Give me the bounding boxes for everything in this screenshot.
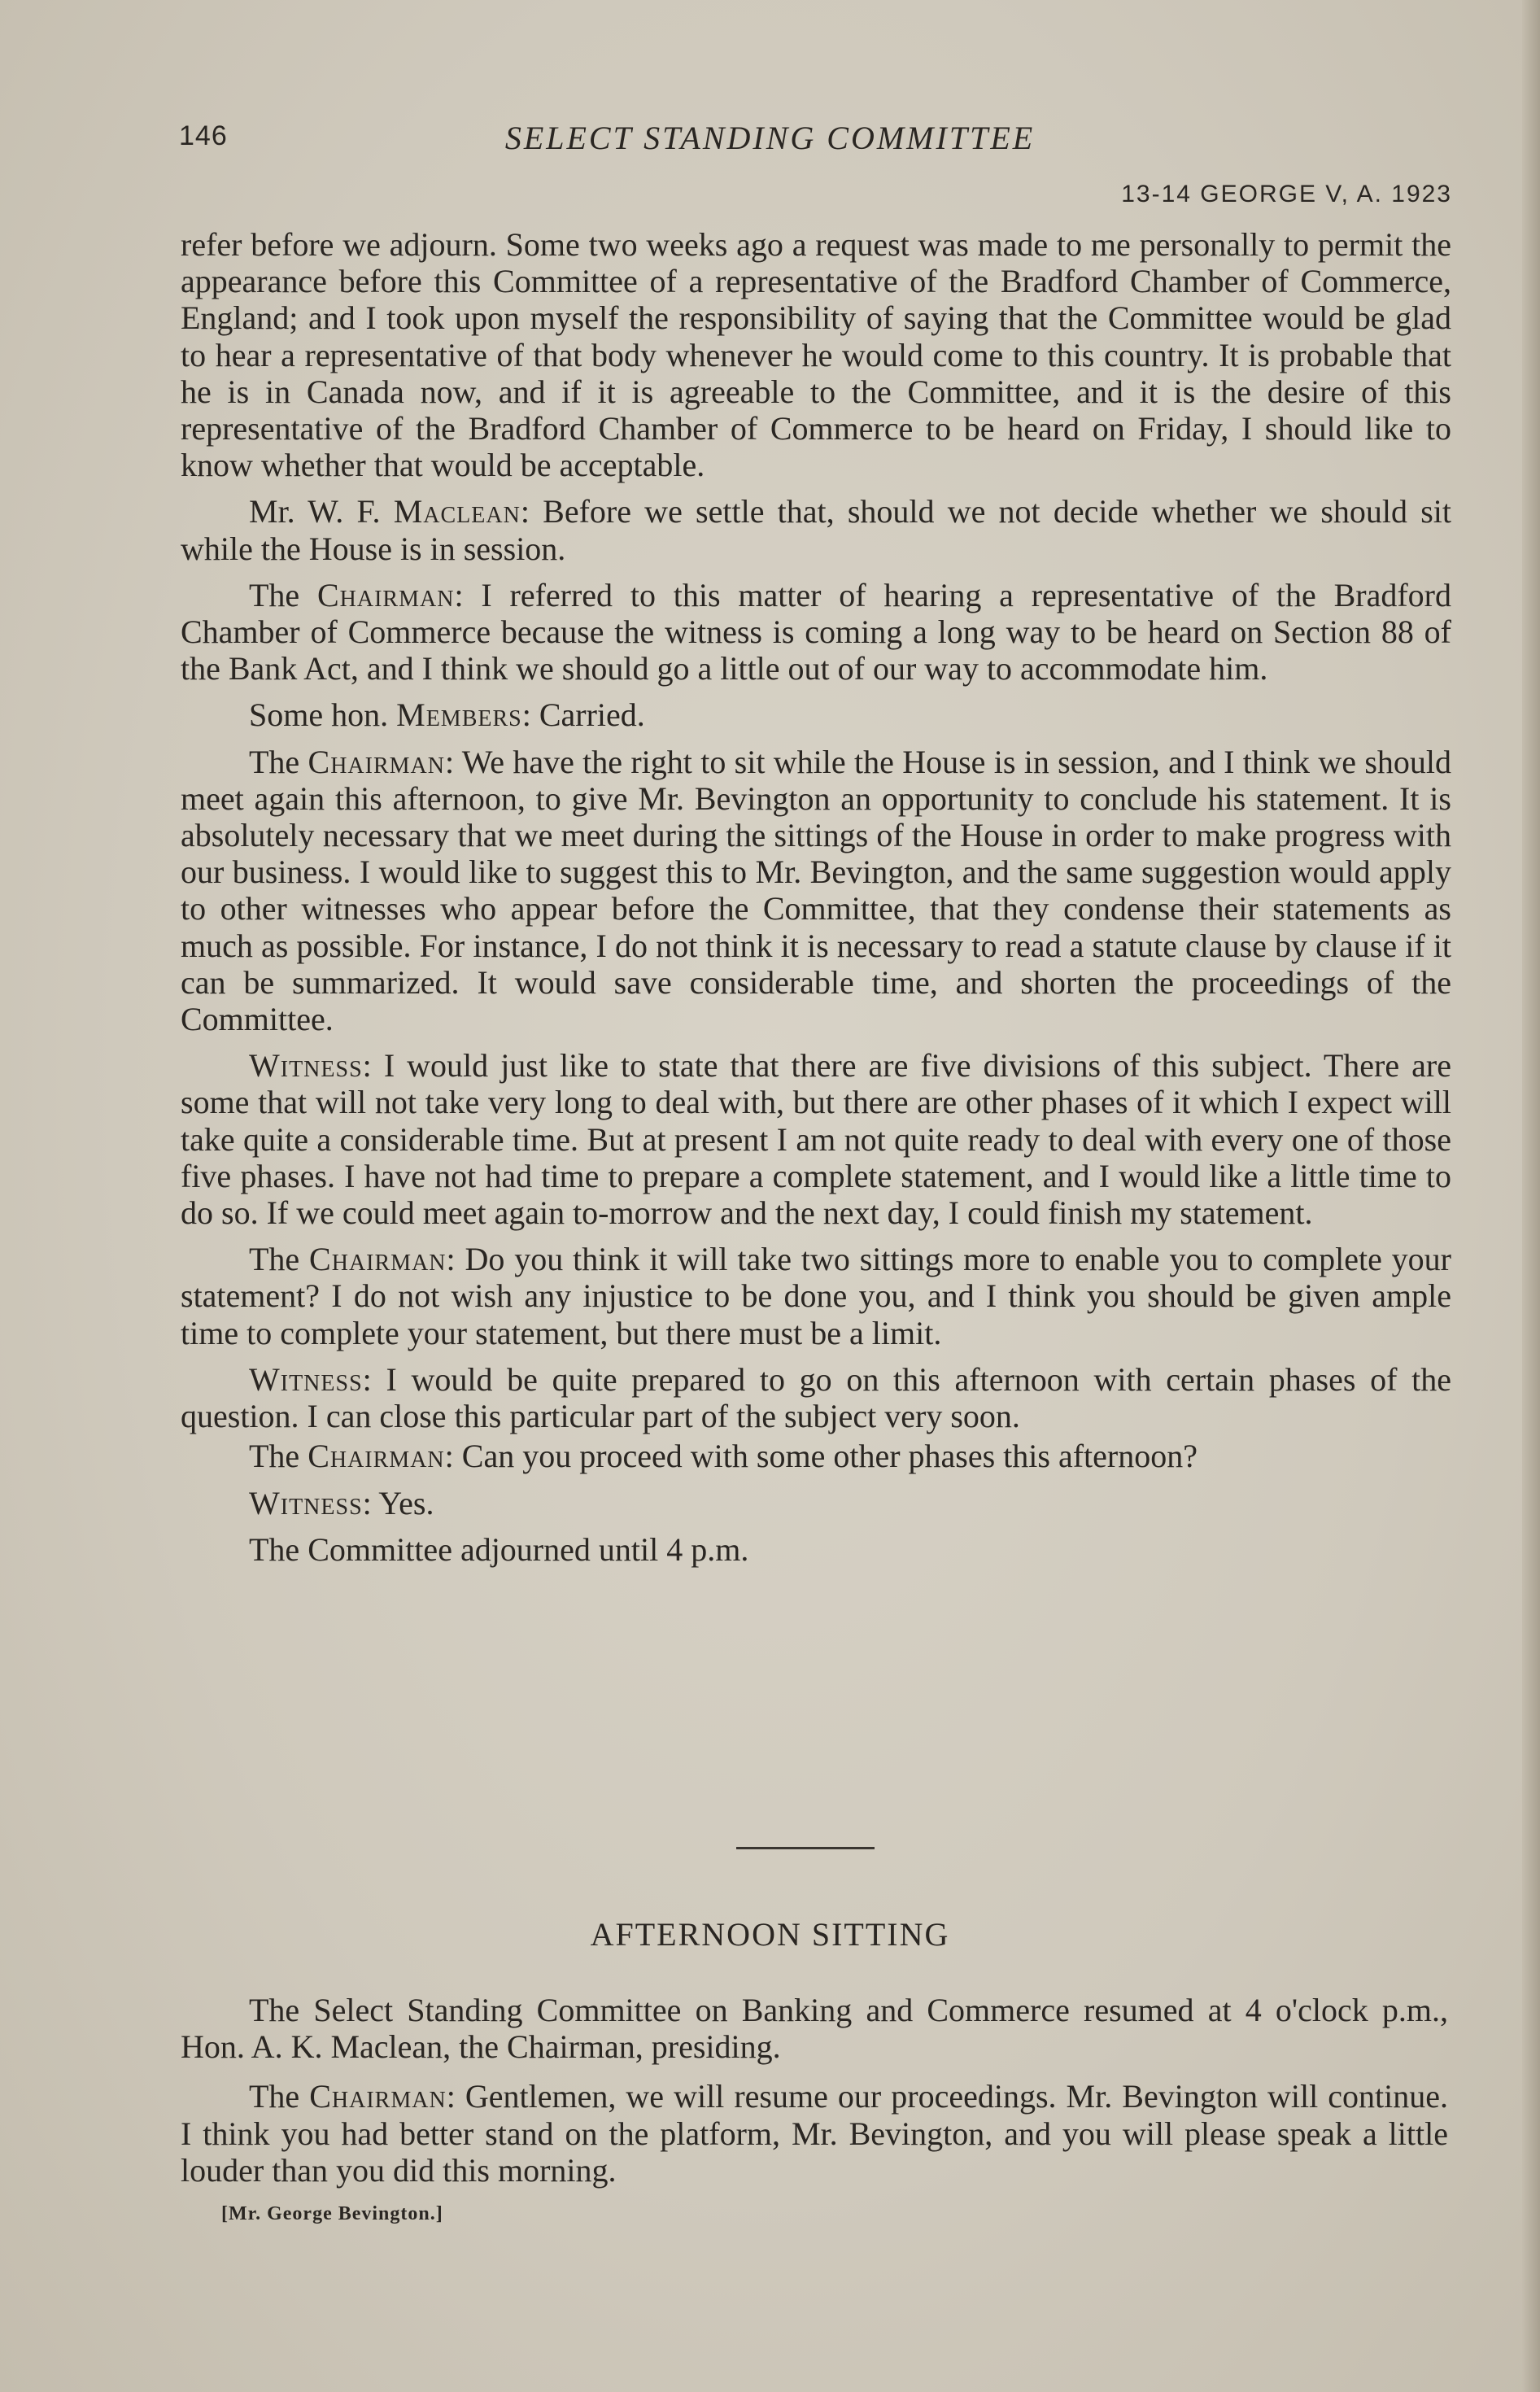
speaker-prefix: The — [249, 2078, 310, 2115]
speaker-name: Chairman — [308, 743, 445, 780]
footer-speaker-note: [Mr. George Bevington.] — [221, 2203, 443, 2224]
paragraph-text: The Select Standing Committee on Banking and Commerce resumed at 4 o'clock p.m., Hon. A. K. Maclean, the Chairman, presiding. — [181, 1992, 1448, 2066]
paragraph-text: I referred to this matter of hearing a representative of the Bradford Chamber of Commerce because the witness is coming a long way to be heard on Section 88 of the Bank Act, and I think we should go a little out of our way to accommodate him. — [181, 576, 1451, 687]
paragraph-text: Do you think it will take two sittings more to enable you to complete your statement? I do not wish any injustice to be done you, and I think you should be given ample time to complete your statement, but there must be a limit. — [181, 1241, 1452, 1351]
speaker-prefix: Some hon. — [249, 696, 397, 734]
paragraph-10: Witness: Yes. — [249, 1484, 434, 1521]
speaker-name: Witness — [249, 1047, 363, 1085]
speaker-name: Chairman — [309, 2078, 447, 2115]
speaker-name: Witness — [249, 1484, 363, 1521]
speaker-prefix: The — [249, 743, 308, 780]
paragraph-text: Carried. — [539, 696, 645, 734]
session-label: 13-14 GEORGE V, A. 1923 — [1121, 181, 1452, 207]
afternoon-paragraph-1 — [181, 1992, 1448, 2065]
paragraph-11 — [181, 1531, 1451, 1568]
proceedings-text — [181, 226, 1451, 1578]
paragraph-1 — [181, 226, 1451, 483]
page-number: 146 — [179, 120, 228, 151]
paragraph-9: The Chairman: Can you proceed with some other phases this afternoon? — [249, 1438, 1198, 1475]
speaker-name: Maclean — [393, 493, 521, 530]
speaker-name: Members — [396, 696, 522, 734]
paragraph-7: The Chairman: Do you think it will take two sittings more to enable you to complete your statement? I do not wish any injustice to be done you, and I think you should be given ample time to complete your statement, but there must be a limit. — [181, 1241, 1452, 1351]
afternoon-text — [181, 1992, 1448, 2202]
section-title: AFTERNOON SITTING — [590, 1916, 950, 1953]
speaker-prefix: The — [249, 576, 317, 613]
paragraph-text: Gentlemen, we will resume our proceedings. Mr. Bevington will continue. I think you had better stand on the platform, Mr. Bevington, and you will please speak a little louder than you did this morning. — [181, 2078, 1448, 2189]
paragraph-text: Yes. — [378, 1484, 434, 1521]
speaker-name: Chairman — [316, 576, 455, 613]
paragraph-text: refer before we adjourn. Some two weeks ago a request was made to me personally to permit the appearance before this Committee of a representative of the Bradford Chamber of Commerce, England; and I took upon myself the responsibility of saying that the Committee would be glad to hear a representative of that body whenever he would come to this country. It is probable that he is in Canada now, and if it is agreeable to the Committee, and it is the desire of this representative of the Bradford Chamber of Commerce to be heard on Friday, I should like to know whether that would be acceptable. — [181, 226, 1451, 484]
page-edge — [1522, 0, 1540, 2392]
speaker-prefix: The — [249, 1438, 308, 1475]
paragraph-text: I would just like to state that there are five divisions of this subject. There are some that will not take very long to deal with, but there are other phases of it which I expect will take quite a considerable time. But at present I am not quite ready to deal with every one of those five phases. I have not had time to prepare a complete statement, and I would like a little time to do so. If we could meet again to-morrow and the next day, I could finish my statement. — [181, 1047, 1451, 1232]
paragraph-8: Witness: I would be quite prepared to go on this afternoon with certain phases of the question. I can close this particular part of the subject very soon. — [181, 1360, 1451, 1435]
paragraph-text: We have the right to sit while the House is in session, and I think we should meet again this afternoon, to give Mr. Bevington an opportunity to conclude his statement. It is absolutely necessary that we meet during the sittings of the House in order to make progress with our business. I would like to suggest this to Mr. Bevington, and the same suggestion would apply to other witnesses who appear before the Committee, that they condense their statements as much as possible. For instance, I do not think it is necessary to read a statute clause by clause if it can be summarized. It would save considerable time, and shorten the proceedings of the Committee. — [181, 743, 1451, 1038]
paragraph-text: Can you proceed with some other phases this afternoon? — [461, 1438, 1198, 1475]
speaker-name: Witness — [249, 1360, 363, 1398]
paragraph-5: The Chairman: We have the right to sit while the House is in session, and I think we should meet again this afternoon, to give Mr. Bevington an opportunity to conclude his statement. It is absolutely necessary that we meet during the sittings of the House in order to make progress with our business. I would like to suggest this to Mr. Bevington, and the same suggestion would apply to other witnesses who appear before the Committee, that they condense their statements as much as possible. For instance, I do not think it is necessary to read a statute clause by clause if it can be summarized. It would save considerable time, and shorten the proceedings of the Committee. — [181, 743, 1451, 1038]
paragraph-4: Some hon. Members: Carried. — [249, 696, 645, 734]
afternoon-paragraph-2: The Chairman: Gentlemen, we will resume our proceedings. Mr. Bevington will continue. I think you had better stand on the platform, Mr. Bevington, and you will please speak a little louder than you did this morning. — [181, 2078, 1448, 2189]
paragraph-2: Mr. W. F. Maclean: Before we settle that, should we not decide whether we should sit while the House is in session. — [181, 493, 1451, 567]
paragraph-6: Witness: I would just like to state that there are five divisions of this subject. There are some that will not take very long to deal with, but there are other phases of it which I expect will take quite a considerable time. But at present I am not quite ready to deal with every one of those five phases. I have not had time to prepare a complete statement, and I would like a little time to do so. If we could meet again to-morrow and the next day, I could finish my statement. — [181, 1047, 1451, 1232]
paragraph-text: The Committee adjourned until 4 p.m. — [249, 1530, 749, 1568]
speaker-prefix: Mr. W. F. — [249, 493, 394, 530]
paragraph-text: I would be quite prepared to go on this afternoon with certain phases of the question. I can close this particular part of the subject very soon. — [181, 1360, 1451, 1435]
paragraph-text: Before we settle that, should we not decide whether we should sit while the House is in session. — [181, 493, 1451, 567]
paragraph-3: The Chairman: I referred to this matter of hearing a representative of the Bradford Chamber of Commerce because the witness is coming a long way to be heard on Section 88 of the Bank Act, and I think we should go a little out of our way to accommodate him. — [181, 576, 1451, 687]
speaker-name: Chairman — [308, 1438, 445, 1475]
speaker-prefix: The — [249, 1241, 310, 1278]
running-title: SELECT STANDING COMMITTEE — [504, 120, 1036, 156]
speaker-name: Chairman — [309, 1241, 447, 1278]
section-divider — [736, 1847, 875, 1849]
